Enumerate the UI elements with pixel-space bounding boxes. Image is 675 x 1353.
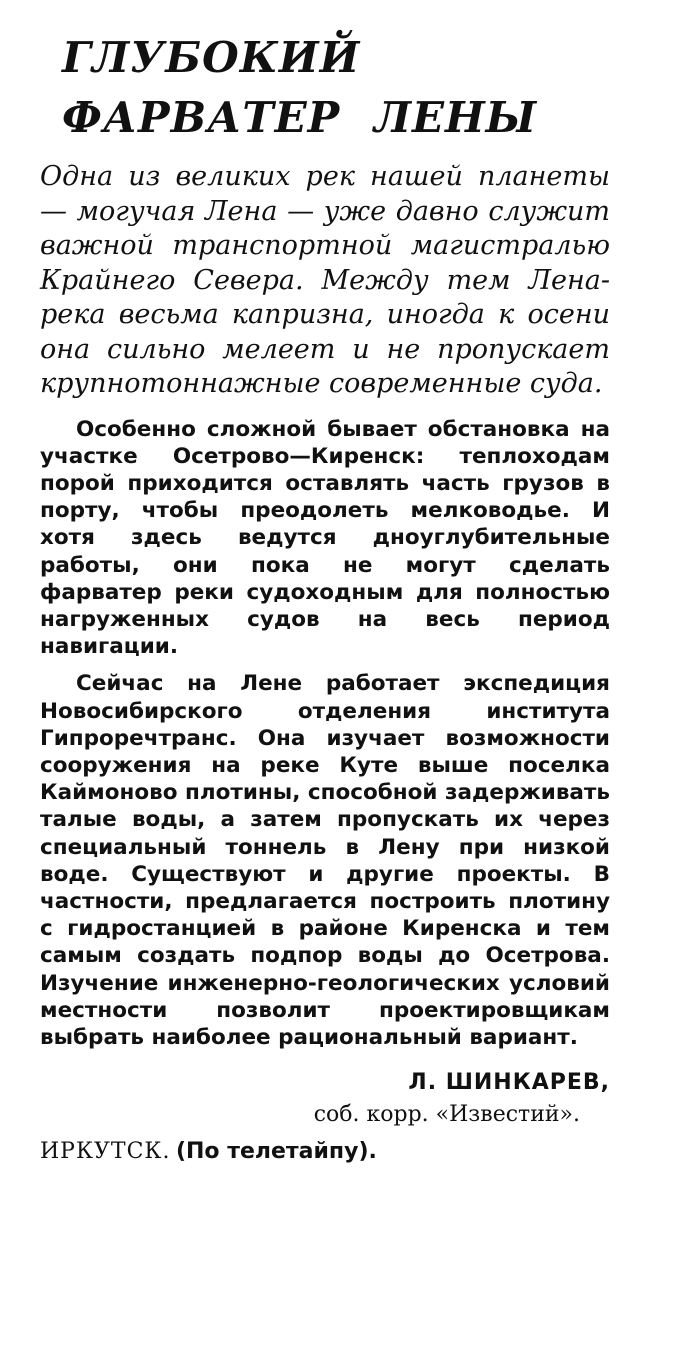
headline-line-1: ГЛУБОКИЙ xyxy=(62,33,361,82)
author-name: Л. ШИНКАРЕВ, xyxy=(408,1070,610,1096)
article-paragraph-2: Сейчас на Лене работает экспедиция Новосибирского отделения института Гипроречтранс. Она изучает возможности сооружения на реке Куте выше поселка Каймоново плотины, способной задерживать талые воды, а затем пропускать их через специальный тоннель в Лену при низкой воде. Существуют и другие проекты. В частности, предлагается построить плотину с гидростанцией в районе Киренска и тем самым создать подпор воды до Осетрова. Изучение инженерно-геологических условий местности позволит проектировщикам выбрать наиболее рациональный вариант. xyxy=(40,671,610,1050)
article-signature xyxy=(40,1067,610,1131)
dateline-source: (По телетайпу). xyxy=(175,1139,377,1165)
dateline-city: ИРКУТСК. xyxy=(40,1139,171,1165)
article-dateline xyxy=(40,1135,610,1168)
author-role: соб. корр. «Известий». xyxy=(313,1102,580,1128)
article-headline xyxy=(62,28,610,148)
article-lead: Одна из великих рек нашей планеты — могучая Лена — уже давно служит важной транспортной магистралью Крайнего Севера. Между тем Лена-река весьма капризна, иногда к осени она сильно мелеет и не пропускает крупнотоннажные современные суда. xyxy=(40,161,610,399)
article xyxy=(40,28,610,1168)
headline-line-2: ФАРВАТЕР ЛЕНЫ xyxy=(62,93,538,142)
article-paragraph-1: Особенно сложной бывает обстановка на участке Осетрово—Киренск: теплоходам порой приходится оставлять часть грузов в порту, чтобы преодолеть мелководье. И хотя здесь ведутся дноуглубительные работы, они пока не могут сделать фарватер реки судоходным для полностью нагруженных судов на весь период навигации. xyxy=(40,416,610,660)
